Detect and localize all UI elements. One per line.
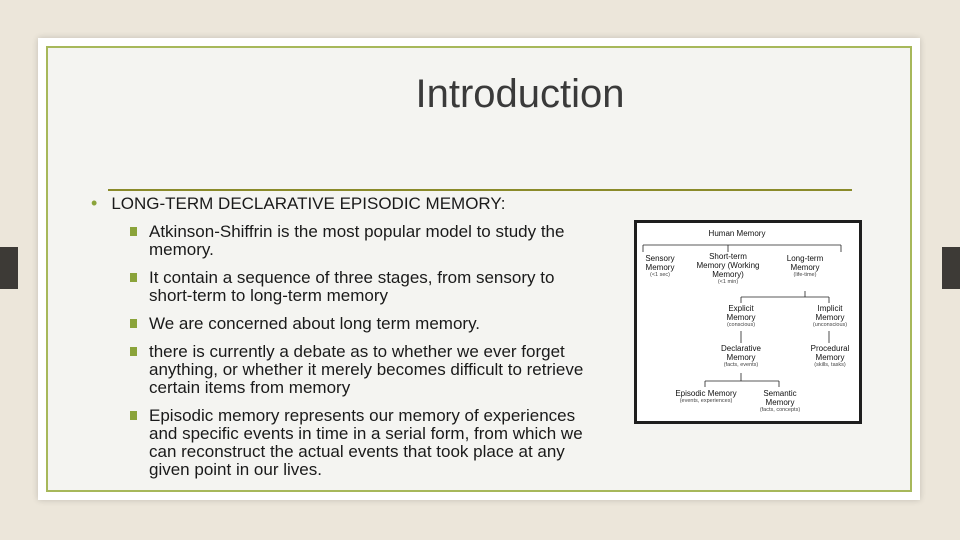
node-declarative-memory: Declarative Memory (facts, events) (720, 344, 761, 368)
node-long-term-memory: Long-term Memory (life-time) (786, 254, 824, 278)
top-bullet (91, 193, 506, 214)
node-implicit-memory: Implicit Memory (unconscious) (812, 304, 848, 328)
sub-bullet: there is currently a debate as to whether we ever forget anything, or whether it merely becomes difficult to retrieve certain items from memory (130, 343, 595, 397)
right-decor-tab (942, 247, 960, 289)
title-underline (108, 189, 852, 191)
square-bullet-icon (130, 273, 137, 282)
node-semantic-memory: Semantic Memory (facts, concepts) (759, 389, 801, 413)
square-bullet-icon (130, 347, 137, 356)
top-bullet-text: LONG-TERM DECLARATIVE EPISODIC MEMORY: (111, 194, 506, 213)
square-bullet-icon (130, 319, 137, 328)
node-short-term-memory: Short-term Memory (Working Memory) (<1 min) (696, 252, 760, 285)
square-bullet-icon (130, 411, 137, 420)
node-sensory-memory: Sensory Memory (<1 sec) (645, 254, 675, 278)
node-procedural-memory: Procedural Memory (skills, tasks) (810, 344, 850, 368)
sub-bullet: We are concerned about long term memory. (130, 315, 595, 333)
bullet-dot-icon: • (91, 193, 98, 213)
node-episodic-memory: Episodic Memory (events, experiences) (675, 389, 737, 404)
left-decor-tab (0, 247, 18, 289)
memory-hierarchy-diagram (634, 220, 862, 424)
square-bullet-icon (130, 227, 137, 236)
node-explicit-memory: Explicit Memory (conscious) (726, 304, 756, 328)
sub-bullet: Atkinson-Shiffrin is the most popular model to study the memory. (130, 223, 595, 259)
slide-title: Introduction (415, 72, 625, 116)
node-human-memory: Human Memory (708, 229, 766, 238)
sub-bullet: It contain a sequence of three stages, from sensory to short-term to long-term memory (130, 269, 595, 305)
sub-bullet-list (130, 223, 595, 489)
sub-bullet: Episodic memory represents our memory of experiences and specific events in time in a serial form, from which we can reconstruct the actual events that took place at any given point in our lives. (130, 407, 595, 479)
